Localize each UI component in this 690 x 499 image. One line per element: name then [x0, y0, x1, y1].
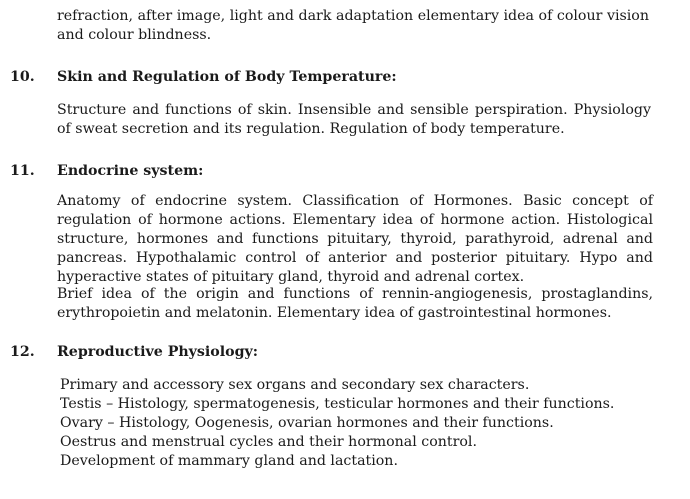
reproductive-line-4: Oestrus and menstrual cycles and their hormonal control.: [60, 434, 477, 450]
section-9-continuation: refraction, after image, light and dark adaptation elementary idea of colour vision and colour blindness.: [57, 8, 649, 43]
section-10-heading: [10, 68, 650, 88]
section-10-number: 10.: [10, 69, 35, 85]
reproductive-line-2: Testis – Histology, spermatogenesis, testicular hormones and their functions.: [60, 396, 615, 412]
section-11-body: Anatomy of endocrine system. Classification of Hormones. Basic concept of regulation of hormone actions. Elementary idea of hormone action. Histological structure, hormones and functions pituitary, thyroid, parathyroid, adrenal and pancreas. Hypothalamic control of anterior and posterior pituitary. Hypo and hyperactive states of pituitary gland, thyroid and adrenal cortex.: [57, 193, 653, 285]
section-11-title: Endocrine system:: [57, 163, 204, 179]
reproductive-line-3: Ovary – Histology, Oogenesis, ovarian hormones and their functions.: [60, 415, 554, 431]
section-10-body: Structure and functions of skin. Insensible and sensible perspiration. Physiology of sweat secretion and its regulation. Regulation of body temperature.: [57, 102, 651, 137]
section-11-heading: [10, 162, 650, 182]
section-12-number: 12.: [10, 344, 35, 360]
section-10-title: Skin and Regulation of Body Temperature:: [57, 69, 397, 85]
section-12-heading: [10, 343, 650, 363]
reproductive-line-5: Development of mammary gland and lactation.: [60, 453, 398, 469]
section-11-body-2: Brief idea of the origin and functions of rennin-angiogenesis, prostaglandins, erythropoietin and melatonin. Elementary idea of gastrointestinal hormones.: [57, 286, 653, 321]
reproductive-line-1: Primary and accessory sex organs and secondary sex characters.: [60, 377, 530, 393]
section-11-number: 11.: [10, 163, 35, 179]
section-12-title: Reproductive Physiology:: [57, 344, 259, 360]
